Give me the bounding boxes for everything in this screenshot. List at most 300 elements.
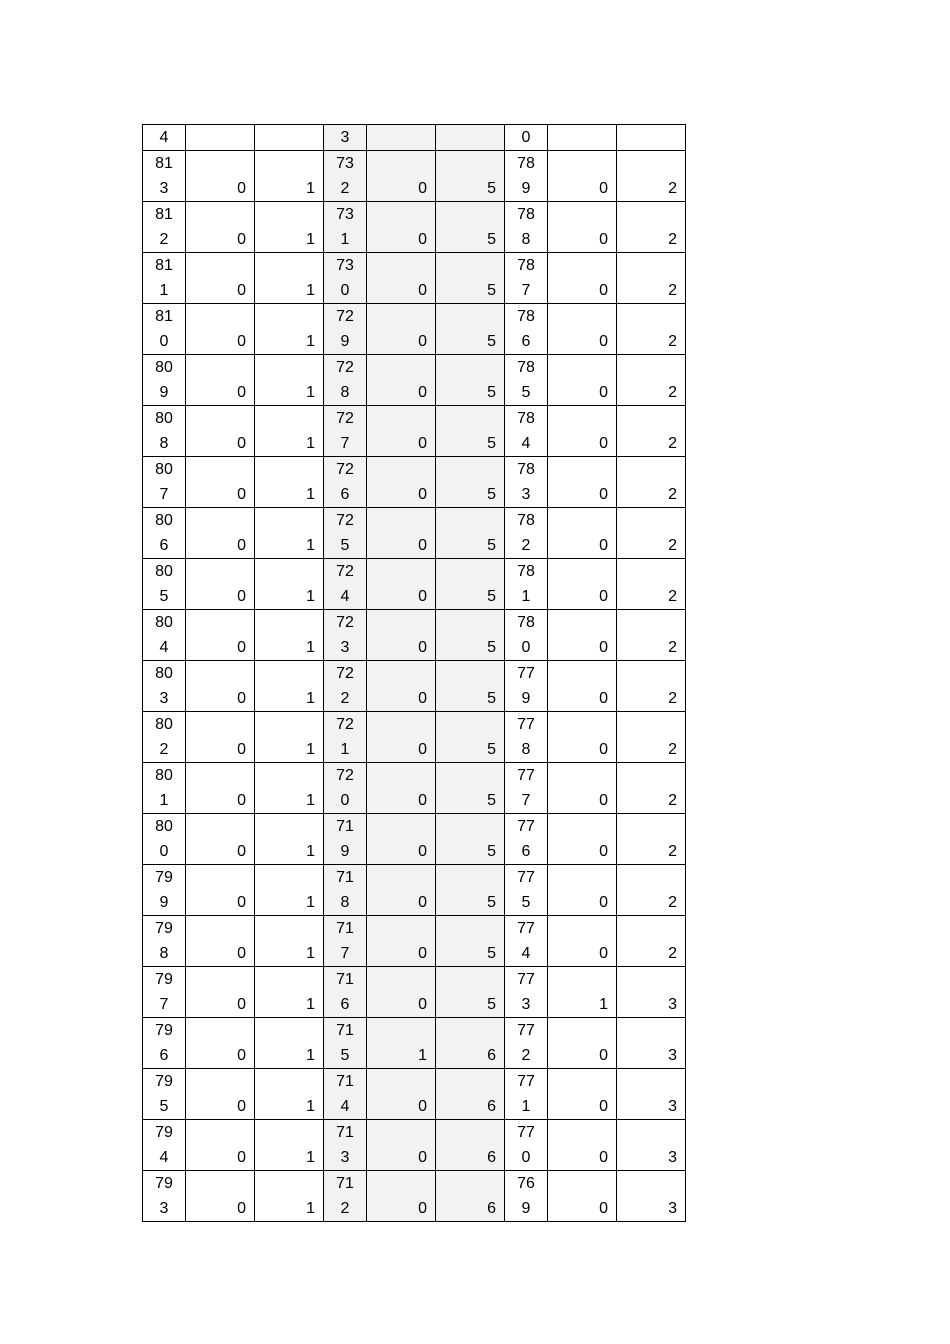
id-prefix: 81 xyxy=(155,257,173,274)
table-row xyxy=(143,1120,324,1171)
table-row xyxy=(505,712,686,763)
table-row xyxy=(324,712,505,763)
total-text: 1 xyxy=(306,843,315,860)
table-row xyxy=(324,508,505,559)
value-text: 0 xyxy=(237,333,246,350)
value-text: 0 xyxy=(237,486,246,503)
id-cell xyxy=(505,1018,548,1069)
total-cell xyxy=(255,712,324,763)
value-text: 0 xyxy=(237,282,246,299)
id-suffix: 7 xyxy=(340,435,350,452)
id-prefix: 78 xyxy=(517,308,535,325)
total-text: 5 xyxy=(487,180,496,197)
value-text: 0 xyxy=(599,945,608,962)
id-cell xyxy=(505,559,548,610)
value-text: 0 xyxy=(599,537,608,554)
total-text: 1 xyxy=(306,537,315,554)
value-text: 0 xyxy=(599,1047,608,1064)
id-cell xyxy=(324,457,367,508)
value-text: 0 xyxy=(418,282,427,299)
value-cell xyxy=(548,457,617,508)
id-cell xyxy=(324,559,367,610)
value-text: 0 xyxy=(418,1200,427,1217)
total-cell xyxy=(617,610,686,661)
id-suffix: 4 xyxy=(521,435,531,452)
id-prefix: 77 xyxy=(517,1022,535,1039)
total-cell xyxy=(617,1018,686,1069)
total-text: 5 xyxy=(487,384,496,401)
value-cell xyxy=(367,355,436,406)
value-text: 0 xyxy=(237,843,246,860)
total-cell xyxy=(255,151,324,202)
value-cell xyxy=(186,967,255,1018)
total-cell xyxy=(436,610,505,661)
total-text: 1 xyxy=(306,792,315,809)
id-suffix: 5 xyxy=(521,894,531,911)
id-cell xyxy=(505,814,548,865)
value-cell xyxy=(548,916,617,967)
value-text: 0 xyxy=(237,945,246,962)
id-cell xyxy=(505,202,548,253)
id-prefix: 78 xyxy=(517,206,535,223)
total-text: 5 xyxy=(487,486,496,503)
id-prefix: 72 xyxy=(336,461,354,478)
id-prefix: 80 xyxy=(155,359,173,376)
id-cell xyxy=(324,1171,367,1222)
id-suffix: 0 xyxy=(340,282,350,299)
id-suffix: 4 xyxy=(340,1098,350,1115)
total-text: 5 xyxy=(487,741,496,758)
total-text: 2 xyxy=(668,537,677,554)
value-text: 0 xyxy=(237,1047,246,1064)
id-suffix: 2 xyxy=(159,231,169,248)
total-text: 1 xyxy=(306,1098,315,1115)
total-text: 1 xyxy=(306,486,315,503)
table-row xyxy=(143,202,324,253)
id-cell xyxy=(505,1120,548,1171)
id-prefix: 79 xyxy=(155,869,173,886)
id-cell xyxy=(324,763,367,814)
value-text: 0 xyxy=(237,894,246,911)
value-cell xyxy=(367,712,436,763)
id-cell xyxy=(324,355,367,406)
total-cell xyxy=(255,457,324,508)
value-cell xyxy=(548,763,617,814)
total-text: 5 xyxy=(487,588,496,605)
value-text: 0 xyxy=(418,945,427,962)
id-cell xyxy=(143,1069,186,1120)
id-prefix: 72 xyxy=(336,308,354,325)
value-cell xyxy=(548,814,617,865)
id-cell xyxy=(324,1120,367,1171)
value-text: 0 xyxy=(237,435,246,452)
value-text: 0 xyxy=(237,792,246,809)
total-cell xyxy=(617,916,686,967)
value-cell xyxy=(548,865,617,916)
total-text: 1 xyxy=(306,741,315,758)
id-prefix: 80 xyxy=(155,716,173,733)
id-cell xyxy=(143,661,186,712)
value-text: 0 xyxy=(599,843,608,860)
value-cell xyxy=(186,253,255,304)
value-text: 0 xyxy=(599,894,608,911)
id-cell xyxy=(324,508,367,559)
id-prefix: 72 xyxy=(336,716,354,733)
total-cell xyxy=(436,304,505,355)
table-row xyxy=(505,610,686,661)
id-suffix: 6 xyxy=(159,537,169,554)
id-suffix: 9 xyxy=(159,384,169,401)
id-suffix: 4 xyxy=(159,1149,169,1166)
total-cell xyxy=(436,457,505,508)
value-text: 0 xyxy=(237,741,246,758)
value-text: 0 xyxy=(418,843,427,860)
total-cell xyxy=(436,1069,505,1120)
table-row xyxy=(143,763,324,814)
id-cell xyxy=(324,151,367,202)
total-text: 5 xyxy=(487,996,496,1013)
total-cell xyxy=(255,1171,324,1222)
total-text: 2 xyxy=(668,894,677,911)
value-cell xyxy=(186,202,255,253)
total-cell xyxy=(255,355,324,406)
id-cell xyxy=(324,1018,367,1069)
total-text: 5 xyxy=(487,894,496,911)
id-cell xyxy=(505,508,548,559)
total-cell xyxy=(255,508,324,559)
id-cell xyxy=(143,1171,186,1222)
id-cell xyxy=(505,763,548,814)
id-suffix: 3 xyxy=(159,1200,169,1217)
total-cell xyxy=(436,916,505,967)
id-prefix: 78 xyxy=(517,410,535,427)
id-suffix: 3 xyxy=(159,180,169,197)
value-text: 0 xyxy=(418,333,427,350)
id-cell xyxy=(505,406,548,457)
id-suffix: 8 xyxy=(159,435,169,452)
id-suffix: 3 xyxy=(340,1149,350,1166)
total-text: 5 xyxy=(487,792,496,809)
id-suffix: 9 xyxy=(521,1200,531,1217)
value-cell xyxy=(186,1171,255,1222)
value-text: 0 xyxy=(237,537,246,554)
value-cell xyxy=(548,355,617,406)
total-text: 1 xyxy=(306,180,315,197)
id-suffix: 5 xyxy=(340,1047,350,1064)
value-cell xyxy=(367,406,436,457)
total-cell xyxy=(617,151,686,202)
id-prefix: 79 xyxy=(155,1175,173,1192)
table-row xyxy=(324,1120,505,1171)
value-cell xyxy=(186,1120,255,1171)
id-suffix: 8 xyxy=(521,741,531,758)
value-text: 0 xyxy=(418,486,427,503)
table-row xyxy=(324,610,505,661)
id-prefix: 79 xyxy=(155,1073,173,1090)
id-suffix: 7 xyxy=(159,486,169,503)
id-suffix: 6 xyxy=(521,333,531,350)
header-cell: 4 xyxy=(143,125,186,151)
total-text: 5 xyxy=(487,945,496,962)
total-cell xyxy=(617,508,686,559)
table-row xyxy=(324,202,505,253)
table-row xyxy=(143,559,324,610)
total-text: 5 xyxy=(487,435,496,452)
id-suffix: 1 xyxy=(521,1098,531,1115)
total-cell xyxy=(255,610,324,661)
value-text: 0 xyxy=(418,588,427,605)
id-suffix: 0 xyxy=(159,843,169,860)
total-cell xyxy=(436,814,505,865)
total-cell xyxy=(617,1171,686,1222)
table-row xyxy=(324,967,505,1018)
total-cell xyxy=(617,967,686,1018)
total-cell xyxy=(617,1069,686,1120)
total-text: 1 xyxy=(306,282,315,299)
value-text: 0 xyxy=(599,435,608,452)
total-cell xyxy=(617,1120,686,1171)
id-cell xyxy=(143,967,186,1018)
value-cell xyxy=(367,763,436,814)
table-row xyxy=(324,559,505,610)
value-cell xyxy=(367,151,436,202)
id-prefix: 77 xyxy=(517,767,535,784)
value-cell xyxy=(186,508,255,559)
total-text: 5 xyxy=(487,231,496,248)
table-row xyxy=(505,967,686,1018)
id-cell xyxy=(143,916,186,967)
id-prefix: 80 xyxy=(155,614,173,631)
total-cell xyxy=(617,814,686,865)
value-cell xyxy=(367,610,436,661)
table-row xyxy=(143,457,324,508)
table-row xyxy=(143,610,324,661)
id-cell xyxy=(143,253,186,304)
id-cell xyxy=(143,355,186,406)
table-row xyxy=(505,1069,686,1120)
value-cell xyxy=(548,712,617,763)
header-row xyxy=(324,125,505,151)
id-cell xyxy=(324,814,367,865)
id-cell xyxy=(143,865,186,916)
data-table-1 xyxy=(142,124,324,1222)
total-cell xyxy=(436,151,505,202)
total-cell xyxy=(617,406,686,457)
table-row xyxy=(143,712,324,763)
total-text: 2 xyxy=(668,639,677,656)
value-cell xyxy=(186,712,255,763)
table-row xyxy=(324,406,505,457)
table-row xyxy=(505,304,686,355)
id-suffix: 4 xyxy=(340,588,350,605)
id-cell xyxy=(143,814,186,865)
table-row xyxy=(143,355,324,406)
total-cell xyxy=(617,712,686,763)
id-prefix: 80 xyxy=(155,563,173,580)
id-prefix: 77 xyxy=(517,716,535,733)
id-cell xyxy=(505,253,548,304)
id-cell xyxy=(324,712,367,763)
table-row xyxy=(505,1171,686,1222)
value-text: 0 xyxy=(599,1098,608,1115)
id-suffix: 1 xyxy=(159,792,169,809)
value-cell xyxy=(548,508,617,559)
table-row xyxy=(505,1120,686,1171)
value-cell xyxy=(548,304,617,355)
table-row xyxy=(324,304,505,355)
value-cell xyxy=(548,202,617,253)
id-suffix: 2 xyxy=(340,1200,350,1217)
id-cell xyxy=(324,967,367,1018)
id-cell xyxy=(143,559,186,610)
id-suffix: 7 xyxy=(521,792,531,809)
value-text: 0 xyxy=(237,690,246,707)
value-text: 0 xyxy=(599,741,608,758)
id-prefix: 73 xyxy=(336,257,354,274)
id-prefix: 72 xyxy=(336,359,354,376)
id-cell xyxy=(505,610,548,661)
value-cell xyxy=(367,457,436,508)
table-row xyxy=(143,814,324,865)
total-cell xyxy=(617,559,686,610)
id-prefix: 78 xyxy=(517,461,535,478)
value-text: 0 xyxy=(418,180,427,197)
value-text: 0 xyxy=(237,639,246,656)
total-cell xyxy=(255,1018,324,1069)
table-row xyxy=(505,202,686,253)
value-text: 0 xyxy=(418,996,427,1013)
total-text: 5 xyxy=(487,537,496,554)
table-row xyxy=(505,559,686,610)
value-cell xyxy=(548,253,617,304)
total-text: 2 xyxy=(668,690,677,707)
id-prefix: 76 xyxy=(517,1175,535,1192)
table-row xyxy=(324,355,505,406)
value-cell xyxy=(548,1069,617,1120)
value-text: 0 xyxy=(418,792,427,809)
id-prefix: 72 xyxy=(336,410,354,427)
empty-header-cell xyxy=(617,125,686,151)
id-cell xyxy=(143,1018,186,1069)
id-prefix: 78 xyxy=(517,563,535,580)
id-suffix: 6 xyxy=(159,1047,169,1064)
id-suffix: 0 xyxy=(521,1149,531,1166)
total-cell xyxy=(436,406,505,457)
id-suffix: 1 xyxy=(340,741,350,758)
value-cell xyxy=(186,916,255,967)
value-text: 0 xyxy=(237,384,246,401)
id-suffix: 7 xyxy=(159,996,169,1013)
table-row xyxy=(505,151,686,202)
id-prefix: 72 xyxy=(336,614,354,631)
table-row xyxy=(324,151,505,202)
value-cell xyxy=(548,406,617,457)
total-text: 5 xyxy=(487,282,496,299)
value-text: 0 xyxy=(237,588,246,605)
id-cell xyxy=(143,406,186,457)
id-cell xyxy=(324,661,367,712)
total-text: 1 xyxy=(306,1047,315,1064)
value-text: 0 xyxy=(599,180,608,197)
total-text: 2 xyxy=(668,741,677,758)
value-cell xyxy=(186,1018,255,1069)
total-text: 1 xyxy=(306,333,315,350)
total-cell xyxy=(617,355,686,406)
total-text: 1 xyxy=(306,639,315,656)
id-prefix: 71 xyxy=(336,1124,354,1141)
table-row xyxy=(505,508,686,559)
id-cell xyxy=(505,304,548,355)
id-prefix: 71 xyxy=(336,920,354,937)
total-text: 3 xyxy=(668,1047,677,1064)
value-text: 0 xyxy=(418,384,427,401)
table-row xyxy=(324,1069,505,1120)
table-row xyxy=(143,661,324,712)
total-cell xyxy=(436,1120,505,1171)
id-suffix: 2 xyxy=(521,1047,531,1064)
table-row xyxy=(143,1069,324,1120)
id-cell xyxy=(324,1069,367,1120)
id-prefix: 80 xyxy=(155,767,173,784)
value-cell xyxy=(367,304,436,355)
id-suffix: 1 xyxy=(340,231,350,248)
id-suffix: 5 xyxy=(521,384,531,401)
value-cell xyxy=(367,661,436,712)
id-suffix: 1 xyxy=(521,588,531,605)
total-text: 1 xyxy=(306,384,315,401)
id-prefix: 80 xyxy=(155,665,173,682)
id-prefix: 71 xyxy=(336,1073,354,1090)
table-row xyxy=(143,916,324,967)
total-cell xyxy=(617,457,686,508)
table-row xyxy=(324,457,505,508)
table-row xyxy=(505,763,686,814)
id-prefix: 81 xyxy=(155,206,173,223)
id-prefix: 77 xyxy=(517,971,535,988)
value-cell xyxy=(367,1018,436,1069)
value-cell xyxy=(367,1069,436,1120)
id-suffix: 6 xyxy=(521,843,531,860)
value-text: 0 xyxy=(237,1149,246,1166)
total-cell xyxy=(255,559,324,610)
total-text: 2 xyxy=(668,435,677,452)
id-prefix: 77 xyxy=(517,1073,535,1090)
id-cell xyxy=(324,865,367,916)
value-text: 0 xyxy=(599,639,608,656)
id-suffix: 3 xyxy=(521,486,531,503)
id-prefix: 73 xyxy=(336,155,354,172)
total-text: 1 xyxy=(306,894,315,911)
id-prefix: 80 xyxy=(155,512,173,529)
id-prefix: 79 xyxy=(155,971,173,988)
value-cell xyxy=(186,661,255,712)
total-text: 6 xyxy=(487,1098,496,1115)
id-suffix: 4 xyxy=(521,945,531,962)
value-cell xyxy=(186,814,255,865)
id-suffix: 9 xyxy=(159,894,169,911)
id-cell xyxy=(143,457,186,508)
table-row xyxy=(505,253,686,304)
value-cell xyxy=(548,1018,617,1069)
table-row xyxy=(143,1018,324,1069)
id-suffix: 8 xyxy=(159,945,169,962)
total-cell xyxy=(255,1069,324,1120)
id-suffix: 9 xyxy=(521,180,531,197)
total-cell xyxy=(617,763,686,814)
total-cell xyxy=(255,916,324,967)
id-suffix: 8 xyxy=(340,384,350,401)
value-text: 0 xyxy=(599,384,608,401)
